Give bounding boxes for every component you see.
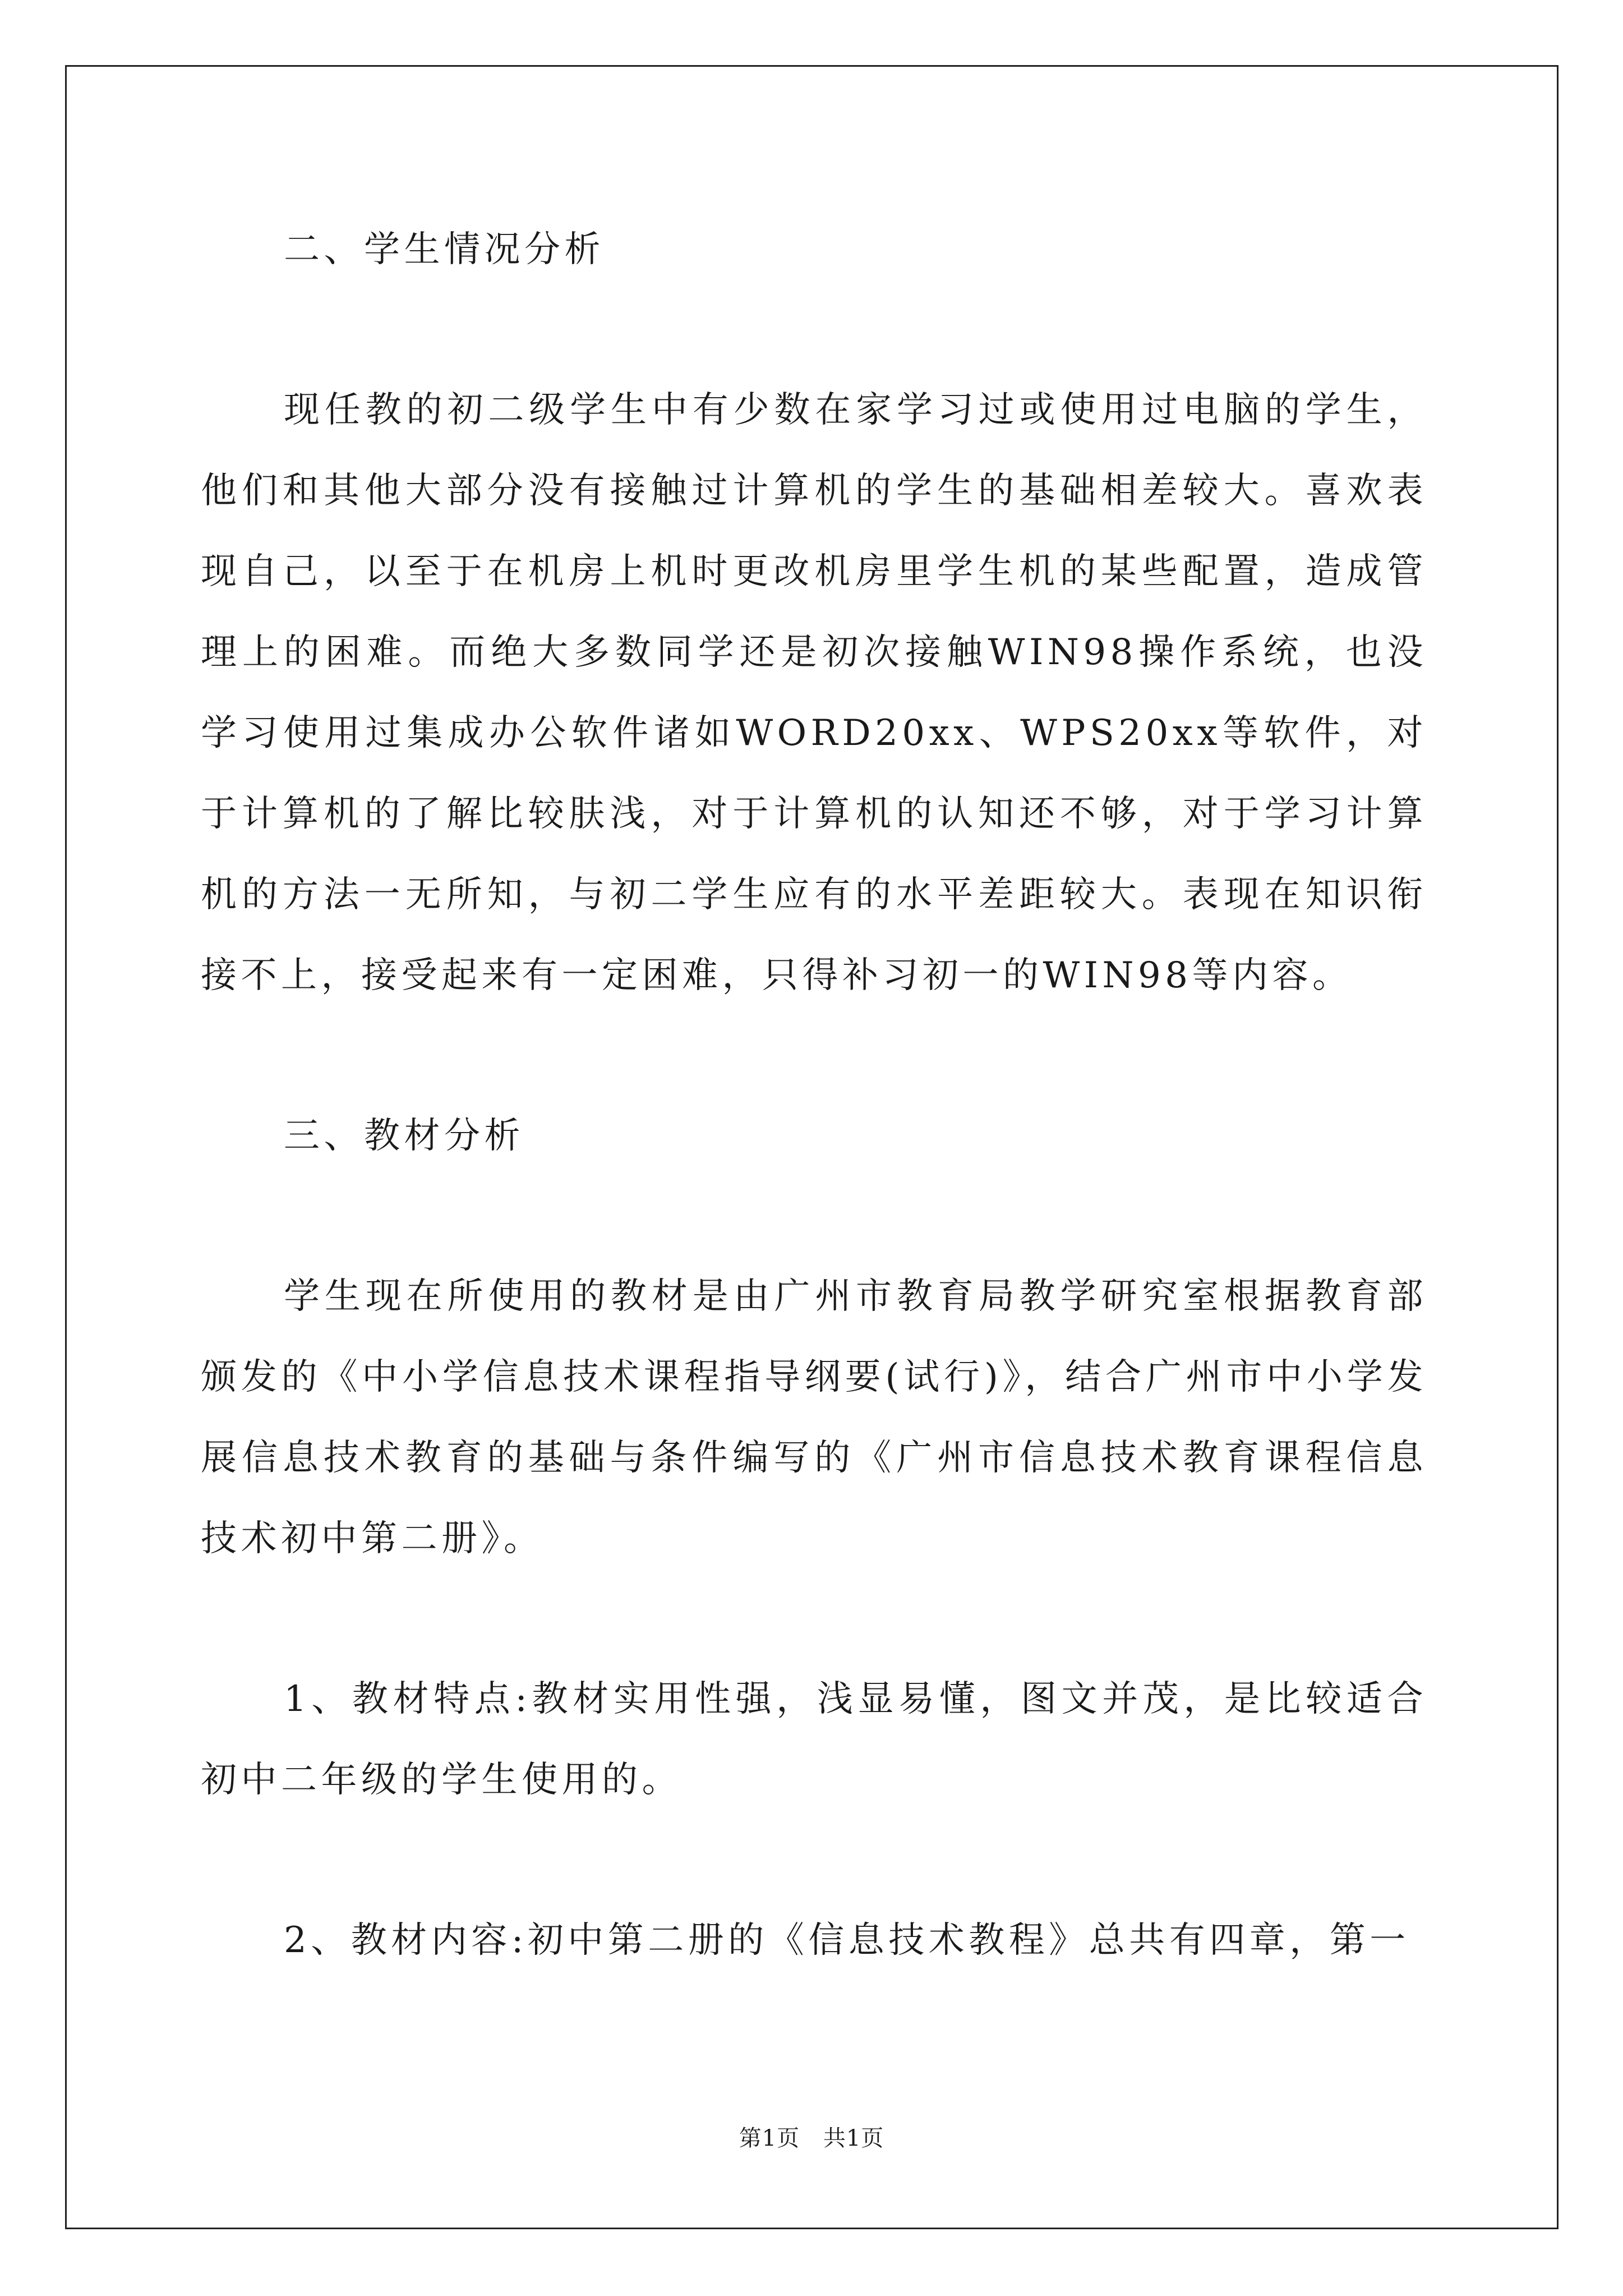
paragraph-textbook-source: 学生现在所使用的教材是由广州市教育局教学研究室根据教育部颁发的《中小学信息技术课程指导纲要(试行)》，结合广州市中小学发展信息技术教育的基础与条件编写的《广州市信息技术教育课程信息技术初中第二册》。 xyxy=(201,1276,1427,1559)
page-number-total: 共1页 xyxy=(823,2125,884,2151)
page-number-current: 第1页 xyxy=(739,2125,800,2151)
section-heading-student-analysis: 二、学生情况分析 xyxy=(284,229,605,270)
page-footer xyxy=(0,2120,1623,2152)
section-heading-textbook-analysis: 三、教材分析 xyxy=(284,1115,524,1157)
document-body xyxy=(201,209,1427,1981)
paragraph-student-analysis: 现任教的初二级学生中有少数在家学习过或使用过电脑的学生，他们和其他大部分没有接触过计算机的学生的基础相差较大。喜欢表现自己，以至于在机房上机时更改机房里学生机的某些配置，造成管理上的困难。而绝大多数同学还是初次接触WIN98操作系统，也没学习使用过集成办公软件诸如WORD20xx、WPS20xx等软件，对于计算机的了解比较肤浅，对于计算机的认知还不够，对于学习计算机的方法一无所知，与初二学生应有的水平差距较大。表现在知识衔接不上，接受起来有一定困难，只得补习初一的WIN98等内容。 xyxy=(201,389,1427,996)
paragraph-textbook-features: 1、教材特点:教材实用性强，浅显易懂，图文并茂，是比较适合初中二年级的学生使用的。 xyxy=(201,1678,1427,1801)
paragraph-textbook-content: 2、教材内容:初中第二册的《信息技术教程》总共有四章，第一 xyxy=(284,1920,1410,1961)
